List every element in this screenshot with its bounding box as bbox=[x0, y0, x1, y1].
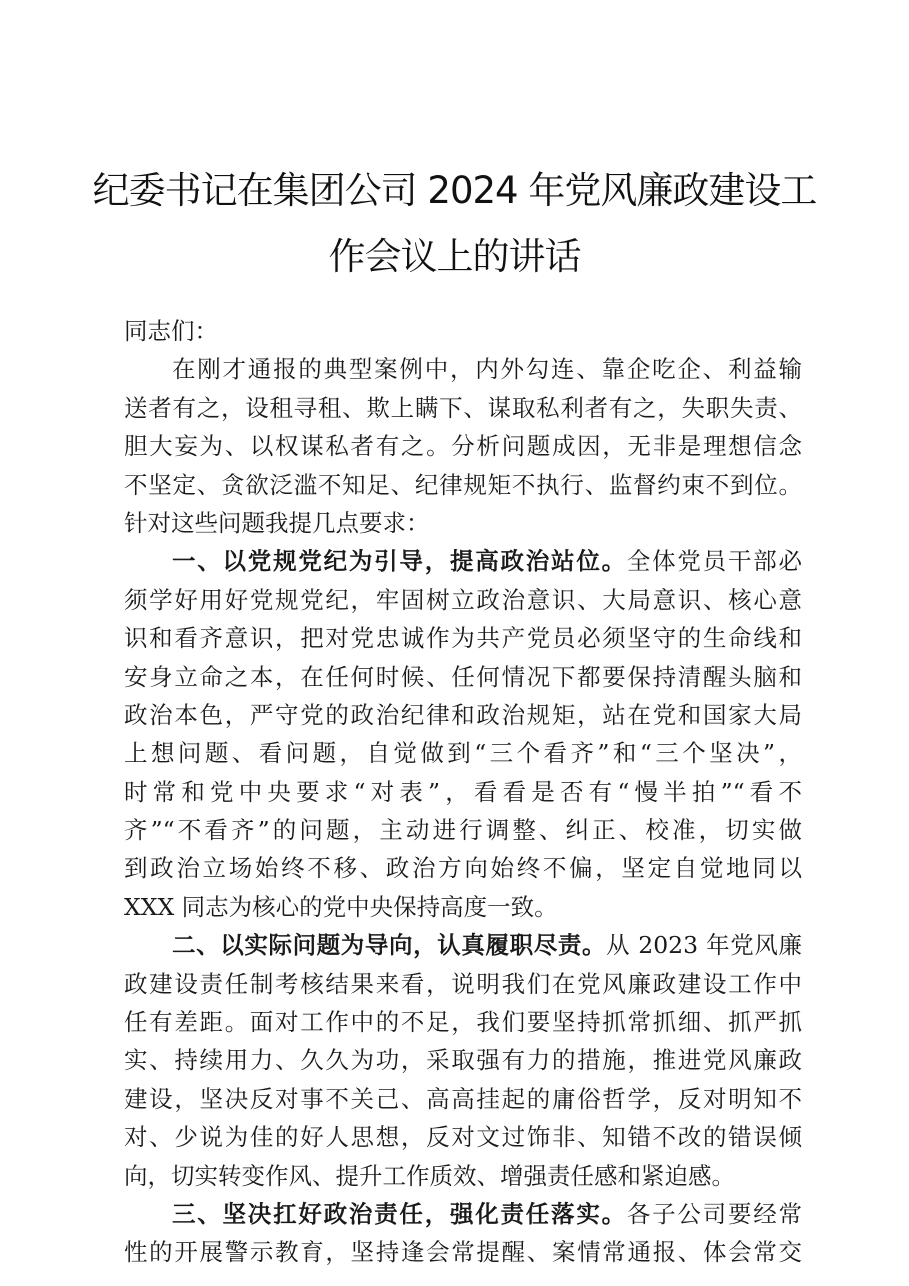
paragraph-line: 识和看齐意识，把对党忠诚作为共产党员必须坚守的生命线和 bbox=[124, 624, 802, 653]
paragraph-line: 时常和党中央要求“对表”，看看是否有“慢半拍”“看不 bbox=[124, 777, 802, 806]
section-1-paragraph bbox=[124, 542, 802, 926]
paragraph-line: 政建设责任制考核结果来看，说明我们在党风廉政建设工作中 bbox=[124, 969, 802, 998]
paragraph-line: 在刚才通报的典型案例中，内外勾连、靠企吃企、利益输 bbox=[172, 355, 802, 384]
paragraph-line: 须学好用好党规党纪，牢固树立政治意识、大局意识、核心意 bbox=[124, 585, 802, 614]
paragraph-line: 齐”“不看齐”的问题，主动进行调整、纠正、校准，切实做 bbox=[124, 816, 802, 845]
paragraph-line: 到政治立场始终不移、政治方向始终不偏，坚定自觉地同以 bbox=[124, 854, 802, 883]
paragraph-line: 针对这些问题我提几点要求： bbox=[124, 508, 430, 537]
paragraph-line bbox=[124, 926, 802, 964]
paragraph-line: 对、少说为佳的好人思想，反对文过饰非、知错不改的错误倾 bbox=[124, 1123, 802, 1152]
section-3-paragraph bbox=[124, 1195, 802, 1272]
paragraph-line: 政治本色，严守党的政治纪律和政治规矩，站在党和国家大局 bbox=[124, 700, 802, 729]
paragraph-line: 安身立命之本，在任何时候、任何情况下都要保持清醒头脑和 bbox=[124, 662, 802, 691]
section-2-heading: 二、以实际问题为导向，认真履职尽责。 bbox=[172, 931, 607, 960]
salutation: 同志们： bbox=[124, 317, 218, 345]
paragraph-line: 性的开展警示教育，坚持逢会常提醒、案情常通报、体会常交 bbox=[124, 1238, 802, 1267]
document-title-line-1: 纪委书记在集团公司 2024 年党风廉政建设工 bbox=[92, 169, 817, 212]
document-body bbox=[124, 312, 802, 1272]
paragraph-line: 不坚定、贪欲泛滥不知足、纪律规矩不执行、监督约束不到位。 bbox=[124, 470, 802, 499]
section-1-heading: 一、以党规党纪为引导，提高政治站位。 bbox=[172, 547, 627, 576]
paragraph-line: XXX 同志为核心的党中央保持高度一致。 bbox=[124, 892, 558, 921]
section-1-text: 全体党员干部必 bbox=[626, 547, 802, 576]
intro-paragraph bbox=[124, 350, 802, 542]
section-3-text: 各子公司要经常 bbox=[626, 1199, 802, 1228]
paragraph-line: 送者有之，设租寻租、欺上瞒下、谋取私利者有之，失职失责、 bbox=[124, 393, 802, 422]
paragraph-line: 向，切实转变作风、提升工作质效、增强责任感和紧迫感。 bbox=[124, 1161, 735, 1190]
paragraph-line: 实、持续用力、久久为功，采取强有力的措施，推进党风廉政 bbox=[124, 1046, 802, 1075]
section-2-paragraph bbox=[124, 926, 802, 1195]
paragraph-line: 建设，坚决反对事不关己、高高挂起的庸俗哲学，反对明知不 bbox=[124, 1084, 802, 1113]
section-2-text: 从 2023 年党风廉 bbox=[606, 931, 802, 960]
paragraph-line bbox=[124, 542, 802, 580]
paragraph-line bbox=[124, 1195, 802, 1233]
document-title-line-2: 作会议上的讲话 bbox=[328, 235, 581, 278]
paragraph-line: 胆大妄为、以权谋私者有之。分析问题成因，无非是理想信念 bbox=[124, 432, 802, 461]
paragraph-line: 上想问题、看问题，自觉做到“三个看齐”和“三个坚决”， bbox=[124, 739, 802, 768]
section-3-heading: 三、坚决扛好政治责任，强化责任落实。 bbox=[172, 1199, 627, 1228]
paragraph-line: 任有差距。面对工作中的不足，我们要坚持抓常抓细、抓严抓 bbox=[124, 1008, 802, 1037]
